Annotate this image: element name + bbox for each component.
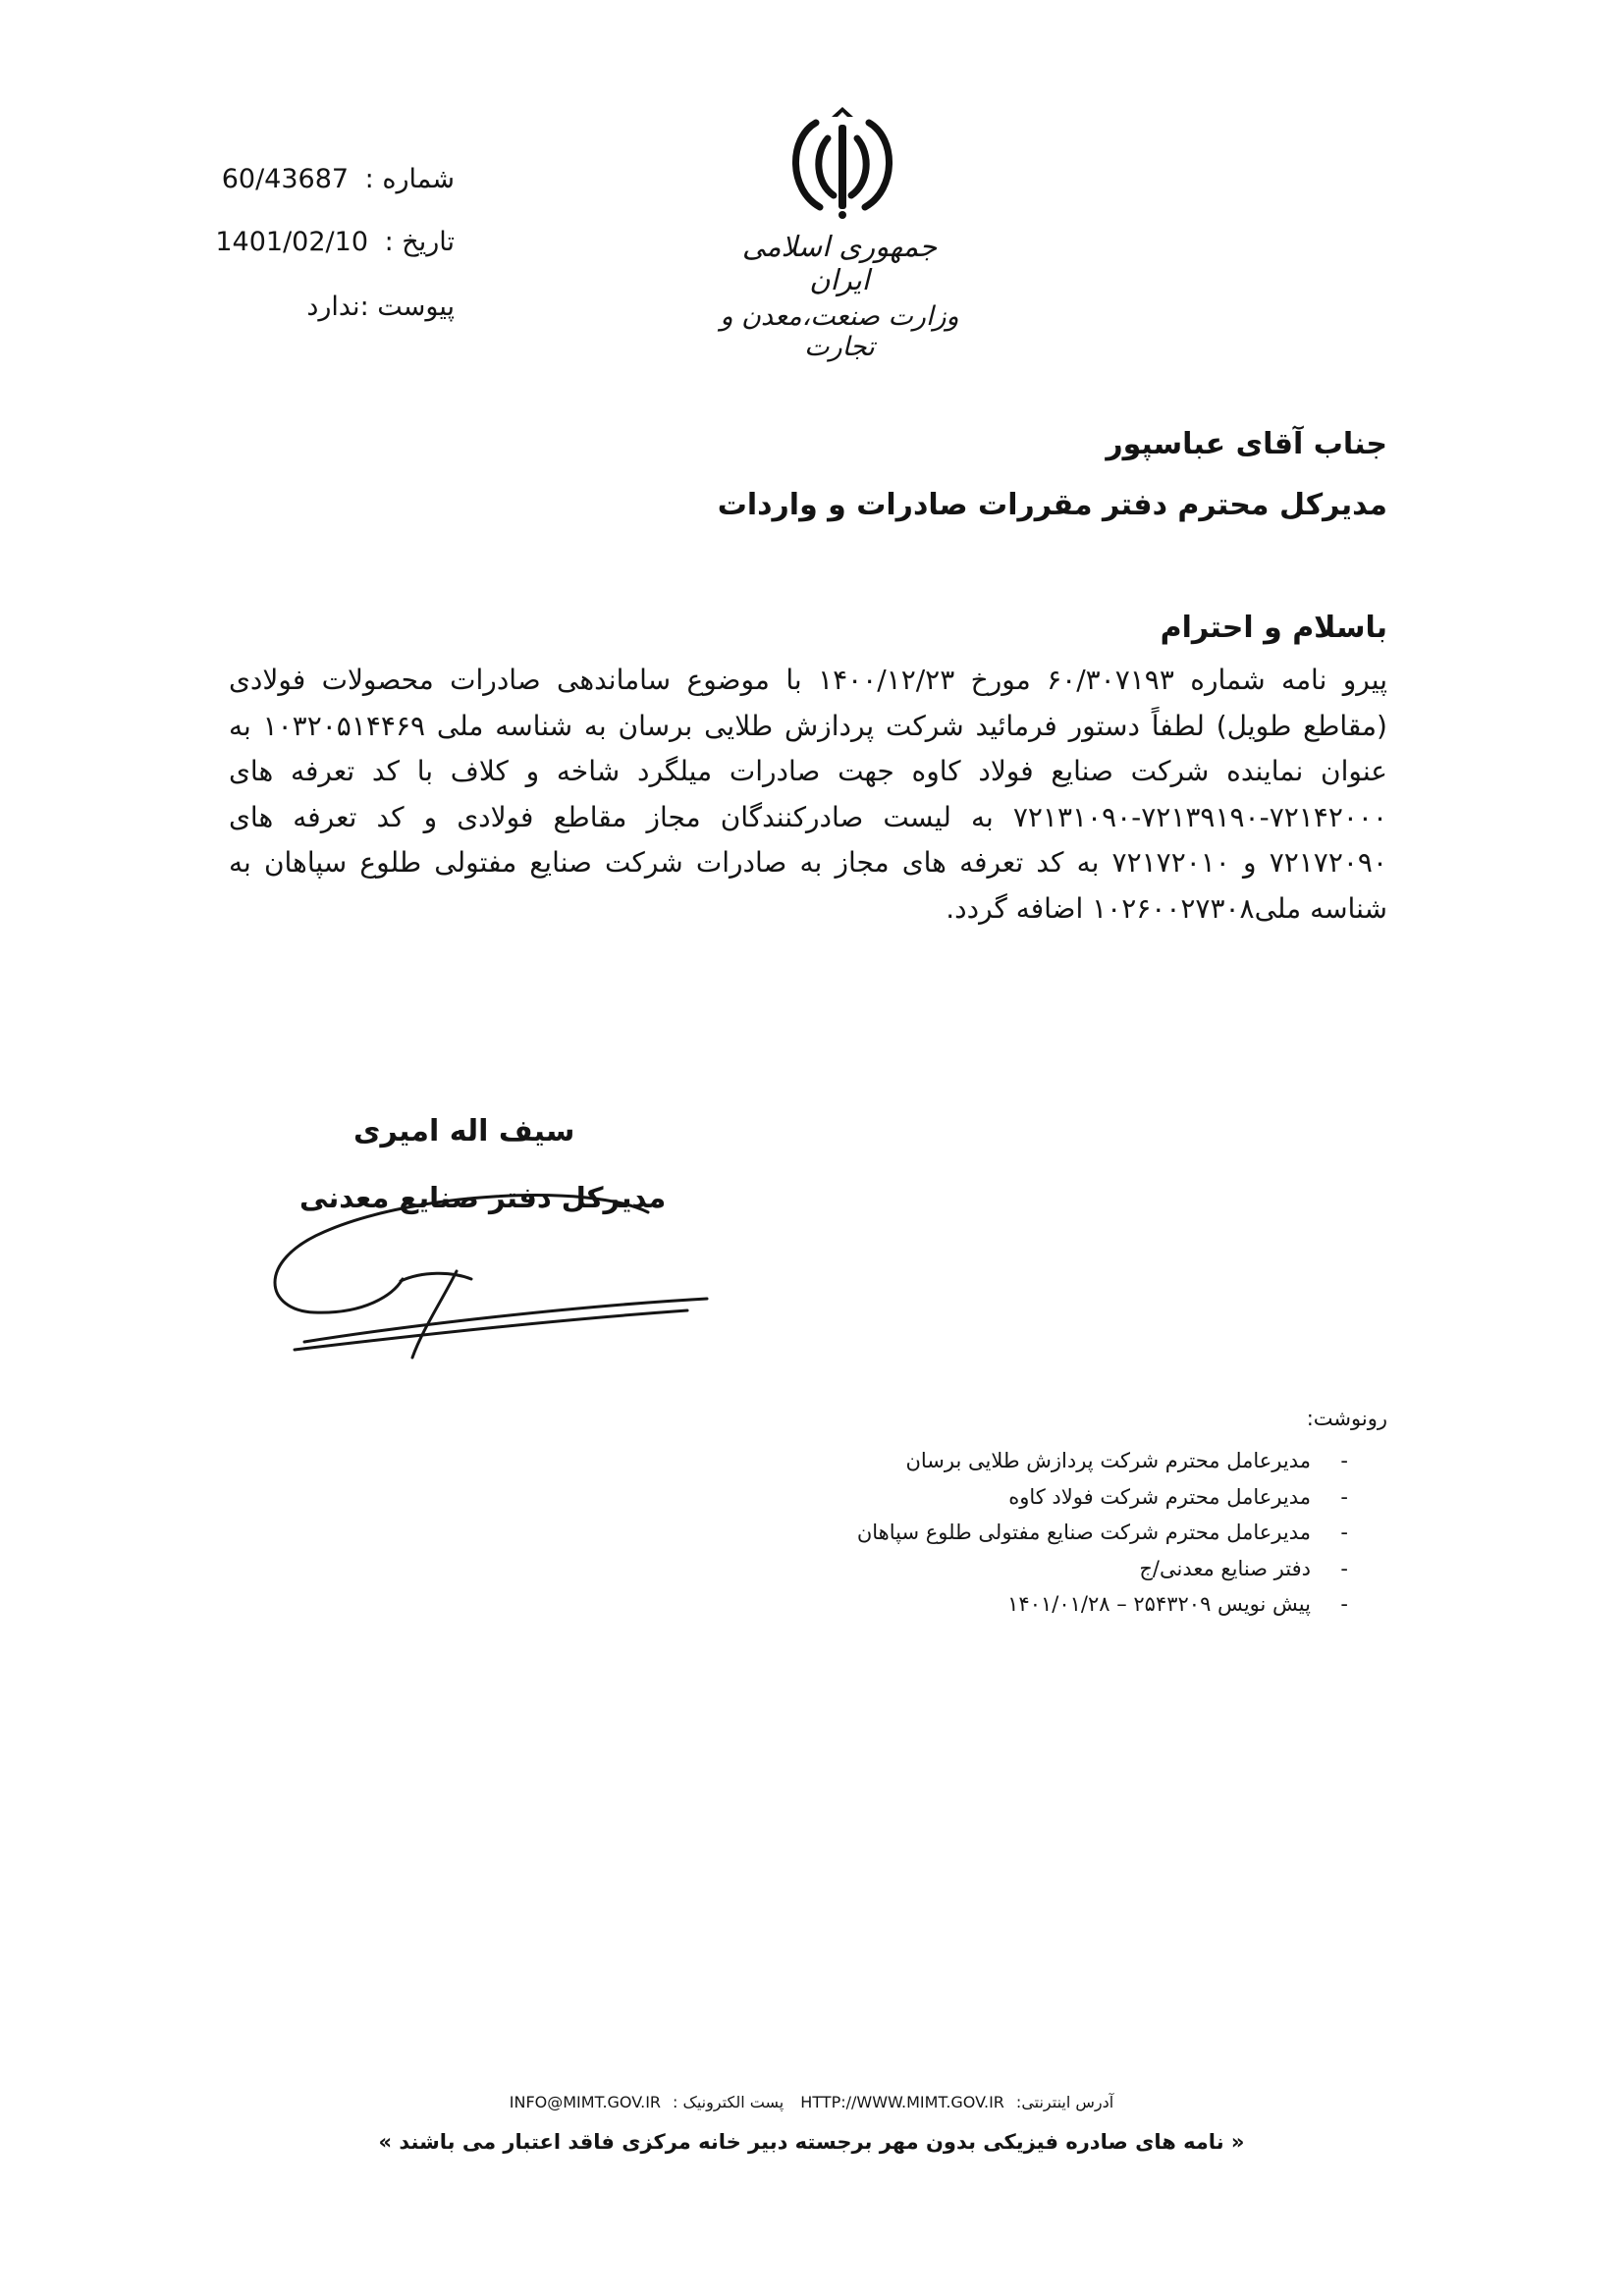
- letter-date: تاریخ : 1401/02/10: [215, 227, 455, 257]
- cc-list: [857, 1443, 1348, 1623]
- list-item: - پیش نویس ۲۵۴۳۲۰۹ – ۱۴۰۱/۰۱/۲۸: [1007, 1592, 1348, 1616]
- website-label: آدرس اینترنتی:: [1015, 2093, 1114, 2111]
- list-item: - دفتر صنایع معدنی/ج: [1139, 1556, 1348, 1580]
- letter-attachment: پیوست :ندارد: [306, 292, 455, 322]
- validity-note: « نامه های صادره فیزیکی بدون مهر برجسته دبیر خانه مرکزی فاقد اعتبار می باشند »: [378, 2130, 1245, 2154]
- list-item: - مدیرعامل محترم شرکت فولاد کاوه: [1008, 1484, 1348, 1509]
- footer-contact: [0, 2093, 1623, 2111]
- cc-label: رونوشت:: [1306, 1407, 1387, 1430]
- handwritten-signature: [255, 1163, 717, 1369]
- country-name: جمهوری اسلامی ایران: [741, 230, 938, 296]
- email-link[interactable]: INFO@MIMT.GOV.IR: [509, 2093, 662, 2111]
- email-label: پست الکترونیک :: [673, 2093, 784, 2111]
- list-item: - مدیرعامل محترم شرکت پردازش طلایی برسان: [905, 1449, 1348, 1472]
- iran-emblem-icon: [779, 105, 906, 223]
- addressee-title: مدیرکل محترم دفتر مقررات صادرات و واردات: [717, 488, 1387, 522]
- greeting: باسلام و احترام: [1160, 611, 1387, 645]
- signer-title: مدیرکل دفتر صنایع معدنی: [299, 1181, 667, 1214]
- letter-number: شماره : 60/43687: [221, 164, 455, 194]
- ministry-name: وزارت صنعت،معدن و تجارت: [720, 301, 959, 362]
- website-link[interactable]: HTTP://WWW.MIMT.GOV.IR: [800, 2093, 1004, 2111]
- signer-name: سیف اله امیری: [353, 1114, 575, 1148]
- letter-body: پیرو نامه شماره ۶۰/۳۰۷۱۹۳ مورخ ۱۴۰۰/۱۲/۲۳ با موضوع ساماندهی صادرات محصولات فولادی (مقاطع طویل) لطفاً دستور فرمائید شرکت پردازش طلایی برسان به شناسه ملی ۱۰۳۲۰۵۱۴۴۶۹ به عنوان نماینده شرکت صنایع فولاد کاوه جهت صادرات میلگرد شاخه و کلاف با کد تعرفه های ۷۲۱۴۲۰۰۰-۷۲۱۳۹۱۹۰-۷۲۱۳۱۰۹۰ به لیست صادرکنندگان مجاز مقاطع فولادی و کد تعرفه های ۷۲۱۷۲۰۹۰ و ۷۲۱۷۲۰۱۰ به کد تعرفه های مجاز به صادرات شرکت صنایع مفتولی طلوع سپاهان به شناسه ملی۱۰۲۶۰۰۲۷۳۰۸ اضافه گردد.: [229, 664, 1388, 925]
- list-item: - مدیرعامل محترم شرکت صنایع مفتولی طلوع سپاهان: [856, 1521, 1348, 1544]
- addressee-name: جناب آقای عباسپور: [1106, 427, 1387, 461]
